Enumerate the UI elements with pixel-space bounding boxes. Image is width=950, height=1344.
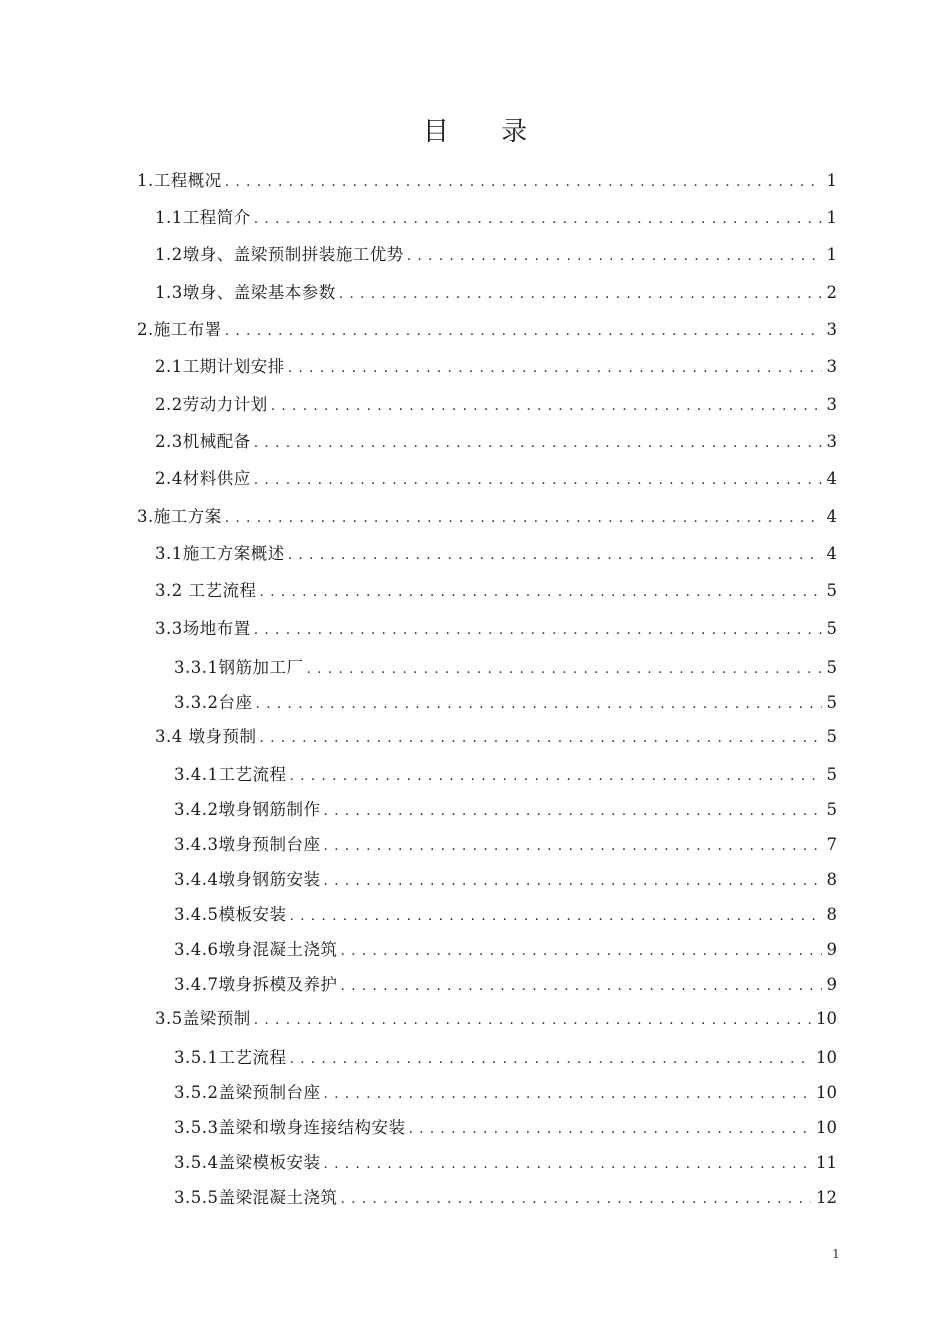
toc-entry-label: 1.工程概况 (137, 171, 222, 190)
toc-entry-page: 2 (826, 283, 837, 302)
toc-entry-label: 2.3机械配备 (155, 432, 251, 451)
toc-entry-page: 3 (826, 320, 837, 339)
toc-entry-2[interactable] (137, 317, 837, 343)
toc-entry-label: 3.5.4盖梁模板安装 (174, 1153, 321, 1172)
toc-entry-page: 8 (826, 870, 837, 889)
dot-leader (340, 973, 821, 999)
toc-entry-3[interactable] (137, 504, 837, 530)
toc-entry-2-2[interactable] (155, 392, 837, 418)
toc-entry-page: 1 (826, 245, 837, 264)
toc-entry-page: 5 (826, 727, 837, 746)
toc-entry-page: 10 (816, 1048, 837, 1067)
dot-leader (323, 868, 821, 894)
toc-entry-page: 5 (826, 658, 837, 677)
toc-entry-label: 3.4 墩身预制 (155, 727, 257, 746)
toc-entry-label: 3.5.1工艺流程 (174, 1048, 287, 1067)
toc-entry-label: 2.4材料供应 (155, 469, 251, 488)
dot-leader (255, 691, 821, 717)
toc-entry-page: 4 (826, 507, 837, 526)
toc-entry-label: 3.1施工方案概述 (155, 544, 285, 563)
toc-entry-3-2[interactable] (155, 578, 837, 604)
dot-leader (288, 542, 822, 568)
dot-leader (323, 798, 821, 824)
toc-entry-2-1[interactable] (155, 354, 837, 380)
toc-entry-3-4-6[interactable] (174, 937, 837, 963)
toc-entry-page: 5 (826, 581, 837, 600)
toc-entry-3-3-2[interactable] (174, 690, 837, 716)
toc-entry-label: 3.4.3墩身预制台座 (174, 835, 321, 854)
dot-leader (323, 1081, 811, 1107)
dot-leader (323, 1151, 811, 1177)
toc-entry-3-5[interactable] (155, 1006, 837, 1032)
toc-entry-label: 1.2墩身、盖梁预制拼装施工优势 (155, 245, 404, 264)
toc-entry-label: 3.4.5模板安装 (174, 905, 287, 924)
toc-entry-page: 4 (826, 544, 837, 563)
toc-entry-page: 8 (826, 905, 837, 924)
toc-entry-3-4-2[interactable] (174, 797, 837, 823)
toc-entry-label: 3.3场地布置 (155, 619, 251, 638)
dot-leader (260, 725, 822, 751)
dot-leader (254, 1007, 811, 1033)
toc-entry-label: 2.1工期计划安排 (155, 357, 285, 376)
dot-leader (340, 938, 821, 964)
dot-leader (407, 243, 822, 269)
dot-leader (254, 617, 822, 643)
page-number: 1 (832, 1247, 840, 1261)
dot-leader (271, 393, 822, 419)
toc-entry-label: 2.2劳动力计划 (155, 395, 268, 414)
toc-entry-label: 3.4.7墩身拆模及养护 (174, 975, 338, 994)
toc-entry-label: 3.5.3盖梁和墩身连接结构安装 (174, 1118, 406, 1137)
toc-entry-label: 3.2 工艺流程 (155, 581, 257, 600)
toc-entry-3-4-1[interactable] (174, 762, 837, 788)
toc-entry-1-2[interactable] (155, 242, 837, 268)
toc-entry-label: 3.4.4墩身钢筋安装 (174, 870, 321, 889)
toc-entry-label: 3.5盖梁预制 (155, 1009, 251, 1028)
toc-entry-page: 1 (826, 171, 837, 190)
dot-leader (323, 833, 821, 859)
toc-entry-3-5-3[interactable] (174, 1115, 837, 1141)
dot-leader (225, 318, 822, 344)
toc-entry-label: 3.4.6墩身混凝土浇筑 (174, 940, 338, 959)
toc-entry-page: 5 (826, 619, 837, 638)
toc-entry-page: 5 (826, 765, 837, 784)
toc-entry-3-4-5[interactable] (174, 902, 837, 928)
toc-entry-2-3[interactable] (155, 429, 837, 455)
toc-entry-label: 3.4.2墩身钢筋制作 (174, 800, 321, 819)
toc-entry-page: 10 (816, 1009, 837, 1028)
toc-entry-3-5-1[interactable] (174, 1045, 837, 1071)
toc-entry-page: 7 (826, 835, 837, 854)
dot-leader (254, 430, 822, 456)
toc-entry-3-5-4[interactable] (174, 1150, 837, 1176)
toc-entry-1-1[interactable] (155, 205, 837, 231)
dot-leader (306, 656, 821, 682)
toc-entry-3-4-4[interactable] (174, 867, 837, 893)
toc-entry-page: 5 (826, 693, 837, 712)
dot-leader (260, 579, 822, 605)
toc-entry-page: 12 (816, 1188, 837, 1207)
toc-entry-3-3-1[interactable] (174, 655, 837, 681)
toc-entry-3-5-2[interactable] (174, 1080, 837, 1106)
toc-entry-label: 3.5.5盖梁混凝土浇筑 (174, 1188, 338, 1207)
toc-entry-page: 3 (826, 357, 837, 376)
toc-entry-label: 2.施工布署 (137, 320, 222, 339)
toc-entry-label: 3.施工方案 (137, 507, 222, 526)
dot-leader (339, 281, 822, 307)
toc-entry-page: 3 (826, 432, 837, 451)
toc-entry-label: 3.5.2盖梁预制台座 (174, 1083, 321, 1102)
toc-entry-page: 10 (816, 1083, 837, 1102)
toc-entry-page: 4 (826, 469, 837, 488)
dot-leader (408, 1116, 811, 1142)
toc-entry-page: 11 (816, 1153, 837, 1172)
toc-title: 目 录 (422, 117, 550, 147)
toc-entry-page: 3 (826, 395, 837, 414)
dot-leader (288, 355, 822, 381)
toc-entry-3-4[interactable] (155, 724, 837, 750)
dot-leader (289, 763, 821, 789)
toc-entry-label: 3.4.1工艺流程 (174, 765, 287, 784)
toc-entry-page: 10 (816, 1118, 837, 1137)
dot-leader (289, 903, 821, 929)
toc-entry-label: 1.1工程简介 (155, 208, 251, 227)
toc-entry-1[interactable] (137, 168, 837, 194)
dot-leader (225, 169, 822, 195)
toc-entry-page: 9 (826, 975, 837, 994)
dot-leader (289, 1046, 811, 1072)
toc-entry-page: 5 (826, 800, 837, 819)
toc-entry-page: 9 (826, 940, 837, 959)
dot-leader (225, 505, 822, 531)
dot-leader (254, 467, 822, 493)
toc-entry-1-3[interactable] (155, 280, 837, 306)
toc-entry-3-5-5[interactable] (174, 1185, 837, 1211)
toc-entry-label: 3.3.2台座 (174, 693, 253, 712)
toc-entry-label: 3.3.1钢筋加工厂 (174, 658, 304, 677)
toc-entry-page: 1 (826, 208, 837, 227)
toc-entry-3-4-3[interactable] (174, 832, 837, 858)
toc-entry-3-4-7[interactable] (174, 972, 837, 998)
toc-entry-3-3[interactable] (155, 616, 837, 642)
dot-leader (340, 1186, 811, 1212)
dot-leader (254, 206, 822, 232)
toc-entry-label: 1.3墩身、盖梁基本参数 (155, 283, 336, 302)
toc-entry-2-4[interactable] (155, 466, 837, 492)
toc-entry-3-1[interactable] (155, 541, 837, 567)
